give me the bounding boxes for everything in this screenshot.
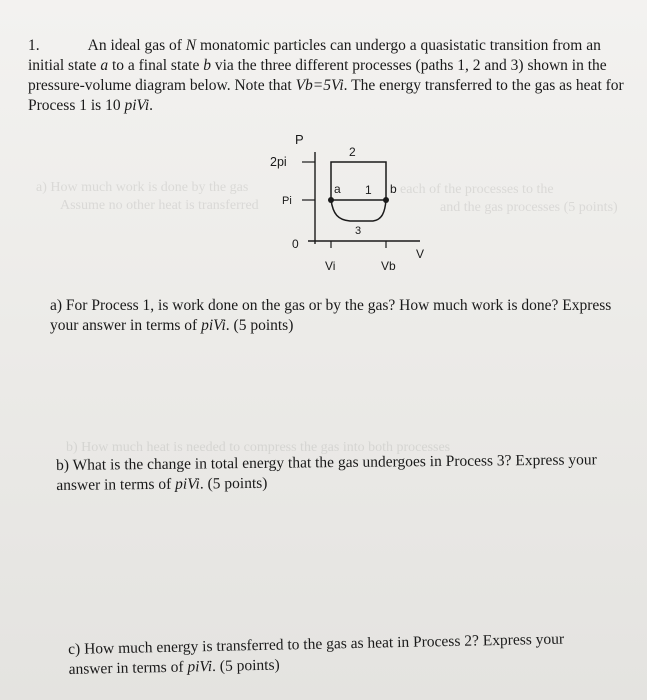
path-3 xyxy=(331,200,386,221)
label-vi: Vi xyxy=(325,259,336,273)
question-b-points: . (5 points) xyxy=(199,474,268,493)
point-a-label: a xyxy=(334,182,341,196)
energy-units: piVi xyxy=(124,97,150,114)
problem-number: 1. xyxy=(28,37,40,54)
path-1-label: 1 xyxy=(365,183,372,197)
label-pi: Pi xyxy=(282,195,292,207)
point-b-marker xyxy=(383,197,389,203)
volume-relation: Vb=5Vi xyxy=(295,77,344,94)
question-a xyxy=(50,296,630,336)
label-2pi: 2pi xyxy=(270,155,287,169)
show-through-text: a) How much work is done by the gas xyxy=(36,180,249,195)
question-c-label: c) xyxy=(68,640,81,658)
question-b-label: b) xyxy=(56,456,70,474)
question-a-label: a) xyxy=(50,297,63,314)
energy-units: piVi xyxy=(187,657,213,676)
show-through-text: Assume no other heat is transferred xyxy=(60,198,259,213)
problem-text: to a final state xyxy=(111,57,200,74)
point-b-label: b xyxy=(390,182,397,196)
path-2-label: 2 xyxy=(349,145,356,159)
problem-text: monatomic particles can undergo a quasistatic transition from an initial state xyxy=(28,37,601,74)
problem-text: via the three different processes (paths 1, 2 and 3) shown in the pressure-volume diagram below. Note that xyxy=(28,57,607,94)
show-through-text: and the gas processes (5 points) xyxy=(440,200,618,215)
axis-v-label: V xyxy=(416,247,425,261)
question-c-points: . (5 points) xyxy=(211,656,280,675)
label-zero: 0 xyxy=(292,237,299,251)
show-through-text: b) How much heat is needed to compress the gas into both processes xyxy=(66,440,451,455)
question-a-text: For Process 1, is work done on the gas or by the gas? How much work is done? Express your answer in terms of xyxy=(50,297,612,334)
problem-text: . xyxy=(149,97,154,114)
point-a-marker xyxy=(328,197,334,203)
question-b-text: What is the change in total energy that the gas undergoes in Process 3? Express your answer in terms of xyxy=(56,451,597,494)
label-vb: Vb xyxy=(381,259,396,273)
variable-b: b xyxy=(203,57,211,74)
question-b xyxy=(56,450,616,496)
problem-text: An ideal gas of xyxy=(87,37,182,54)
variable-a: a xyxy=(100,57,109,74)
energy-units: piVi xyxy=(201,317,226,334)
show-through-text: each of the processes to the xyxy=(400,182,554,197)
axis-p-label: P xyxy=(295,132,304,147)
path-3-label: 3 xyxy=(355,225,362,237)
question-a-points: . (5 points) xyxy=(225,317,294,334)
question-c-text: How much energy is transferred to the gas as heat in Process 2? Express your answer in terms of xyxy=(68,630,565,678)
variable-n: N xyxy=(185,37,197,54)
problem-text: . The energy transferred to the gas as heat for Process 1 is 10 xyxy=(28,77,624,114)
energy-units: piVi xyxy=(175,475,200,493)
